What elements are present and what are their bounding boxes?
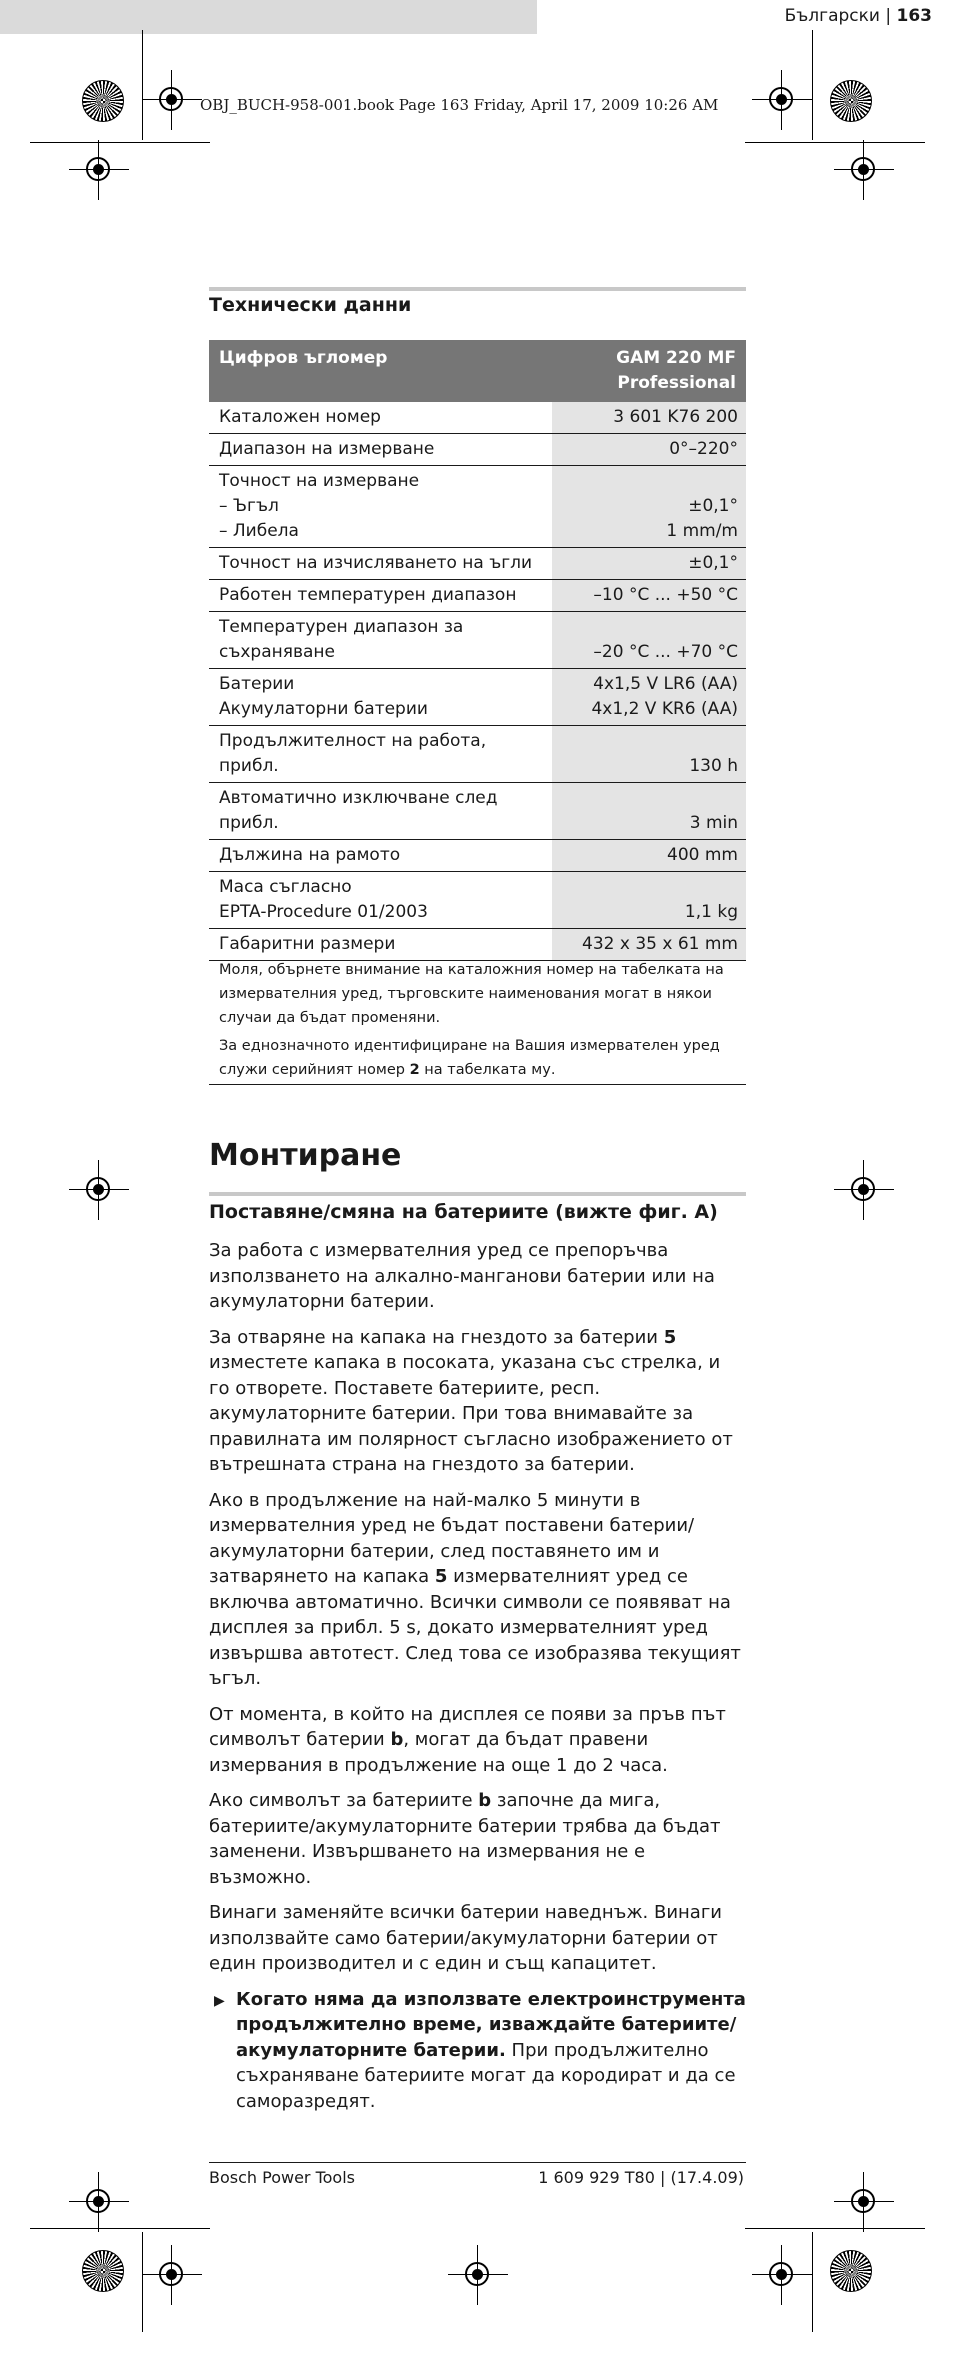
spec-label: Маса съгласно EPTA-Procedure 01/2003	[209, 872, 552, 929]
page-number: 163	[896, 6, 932, 26]
spec-row	[209, 434, 746, 466]
crop-line	[30, 2228, 210, 2229]
spec-row	[209, 872, 746, 929]
spec-table	[209, 340, 746, 961]
crop-line	[812, 30, 813, 140]
registration-star-bottom-left	[82, 2250, 124, 2292]
spec-row	[209, 726, 746, 783]
language-label: Български |	[784, 6, 892, 26]
paragraph: От момента, в който на дисплея се появи за пръв път символът батерии b, могат да бъдат правени измервания в продължение на още 1 до 2 часа.	[209, 1703, 726, 1776]
crop-line	[745, 2228, 925, 2229]
spec-label: Каталожен номер	[209, 402, 552, 434]
crosshair-mark-bottom-left-b	[142, 2245, 202, 2305]
spec-value: 130 h	[552, 726, 746, 783]
spec-label: Автоматично изключване след прибл.	[209, 783, 552, 840]
spec-label: Работен температурен диапазон	[209, 580, 552, 612]
spec-row	[209, 548, 746, 580]
model-edition: Professional	[617, 373, 736, 393]
spec-value: –20 °C ... +70 °C	[552, 612, 746, 669]
spec-row	[209, 466, 746, 548]
spec-value: –10 °C ... +50 °C	[552, 580, 746, 612]
spec-row	[209, 580, 746, 612]
spec-notes-bottom-rule	[209, 1084, 746, 1085]
tech-data-heading: Технически данни	[209, 294, 412, 316]
paragraph: Ако в продължение на най-малко 5 минути в измервателния уред не бъдат поставени батерии/акумулаторни батерии, след поставянето им и затварянето на капака 5 измервателният уред се включва автоматично. Всички символи се появяват на дисплея за прибл. 5 s, докато измервателният уред извършва автотест. След това се изобразява текущият ъгъл.	[209, 1489, 741, 1689]
crosshair-mark-top-left-a	[142, 70, 202, 130]
spec-label: Батерии Акумулаторни батерии	[209, 669, 552, 726]
paragraph: За работа с измервателния уред се препоръчва използването на алкално-манганови батерии или на акумулаторни батерии.	[209, 1240, 715, 1312]
spec-label: Продължителност на работа, прибл.	[209, 726, 552, 783]
section-rule	[209, 287, 746, 291]
crosshair-mark-bottom-right-a	[834, 2172, 894, 2232]
book-file-info: OBJ_BUCH-958-001.book Page 163 Friday, April 17, 2009 10:26 AM	[200, 96, 719, 114]
spec-value: 432 x 35 x 61 mm	[552, 929, 746, 961]
spec-notes	[209, 958, 746, 1086]
crosshair-mark-middle-left	[69, 1160, 129, 1220]
paragraph: За отваряне на капака на гнездото за батерии 5 изместете капака в посоката, указана със стрелка, и го отворете. Поставете батериите, респ. акумулаторните батерии. При това внимавайте за правилната им полярност съгласно изображението от вътрешната страна на гнездото за батерии.	[209, 1326, 733, 1475]
spec-row	[209, 929, 746, 961]
registration-star-top-left	[82, 80, 124, 122]
spec-value: 400 mm	[552, 840, 746, 872]
spec-row	[209, 402, 746, 434]
crosshair-mark-bottom-center	[448, 2245, 508, 2305]
paragraph: Винаги заменяйте всички батерии наведнъж. Винаги използвайте само батерии/акумулаторни батерии от един производител и с един и същ капацитет.	[209, 1902, 722, 1974]
page-header-text	[785, 6, 932, 26]
spec-value: ±0,1° 1 mm/m	[552, 466, 746, 548]
crosshair-mark-bottom-left-a	[69, 2172, 129, 2232]
spec-label: Точност на измерване – Ъгъл – Либела	[209, 466, 552, 548]
spec-header-model	[552, 340, 746, 402]
spec-row	[209, 612, 746, 669]
spec-label: Диапазон на измерване	[209, 434, 552, 466]
battery-instructions	[209, 1238, 746, 2114]
spec-value: 1,1 kg	[552, 872, 746, 929]
footer-brand: Bosch Power Tools	[209, 2168, 355, 2187]
spec-row	[209, 840, 746, 872]
crosshair-mark-top-right-a	[752, 70, 812, 130]
spec-label: Габаритни размери	[209, 929, 552, 961]
page-header-bar	[0, 0, 932, 34]
battery-subheading: Поставяне/смяна на батериите (вижте фиг. A)	[209, 1201, 718, 1223]
crosshair-mark-top-left-b	[69, 140, 129, 200]
spec-value: 0°–220°	[552, 434, 746, 466]
paragraph: Ако символът за батериите b започне да мига, батериите/акумулаторните батерии трябва да бъдат заменени. Извършването на измервания не е възможно.	[209, 1790, 721, 1888]
crop-line	[142, 30, 143, 140]
model-name: GAM 220 MF	[616, 348, 736, 368]
spec-table-body	[209, 402, 746, 961]
spec-label: Температурен диапазон за съхраняване	[209, 612, 552, 669]
registration-star-bottom-right	[830, 2250, 872, 2292]
spec-note-serial: За еднозначното идентифициране на Вашия измервателен уред служи серийният номер 2 на табелката му.	[219, 1038, 720, 1078]
bullet-text: Когато няма да използвате електроинструмента продължително време, изваждайте батериите/акумулаторните батерии. При продължително съхраняване батериите могат да кородират и да се саморазредят.	[236, 1988, 746, 2112]
spec-header-product: Цифров ъгломер	[209, 340, 552, 402]
spec-value: 3 min	[552, 783, 746, 840]
spec-table-header	[209, 340, 746, 402]
spec-row	[209, 669, 746, 726]
spec-note-catalog: Моля, обърнете внимание на каталожния номер на табелката на измервателния уред, търговските наименования могат в някои случаи да бъдат променяни.	[219, 962, 724, 1026]
crosshair-mark-middle-right	[834, 1160, 894, 1220]
crosshair-mark-top-right-b	[834, 140, 894, 200]
footer-doc-number: 1 609 929 T80 | (17.4.09)	[538, 2168, 744, 2187]
section-rule	[209, 1192, 746, 1196]
crop-line	[812, 2232, 813, 2332]
registration-star-top-right	[830, 80, 872, 122]
crop-line	[745, 142, 925, 143]
crop-line	[30, 142, 210, 143]
spec-label: Дължина на рамото	[209, 840, 552, 872]
crop-line	[142, 2232, 143, 2332]
spec-label: Точност на изчисляването на ъгли	[209, 548, 552, 580]
crosshair-mark-bottom-right-b	[752, 2245, 812, 2305]
spec-value: 3 601 K76 200	[552, 402, 746, 434]
bullet-triangle-icon: ▶	[214, 1992, 225, 2009]
spec-value: 4x1,5 V LR6 (AA) 4x1,2 V KR6 (AA)	[552, 669, 746, 726]
spec-value: ±0,1°	[552, 548, 746, 580]
bullet-item	[214, 1987, 746, 2115]
footer-rule	[209, 2162, 746, 2163]
spec-row	[209, 783, 746, 840]
assembly-heading: Монтиране	[209, 1138, 402, 1173]
